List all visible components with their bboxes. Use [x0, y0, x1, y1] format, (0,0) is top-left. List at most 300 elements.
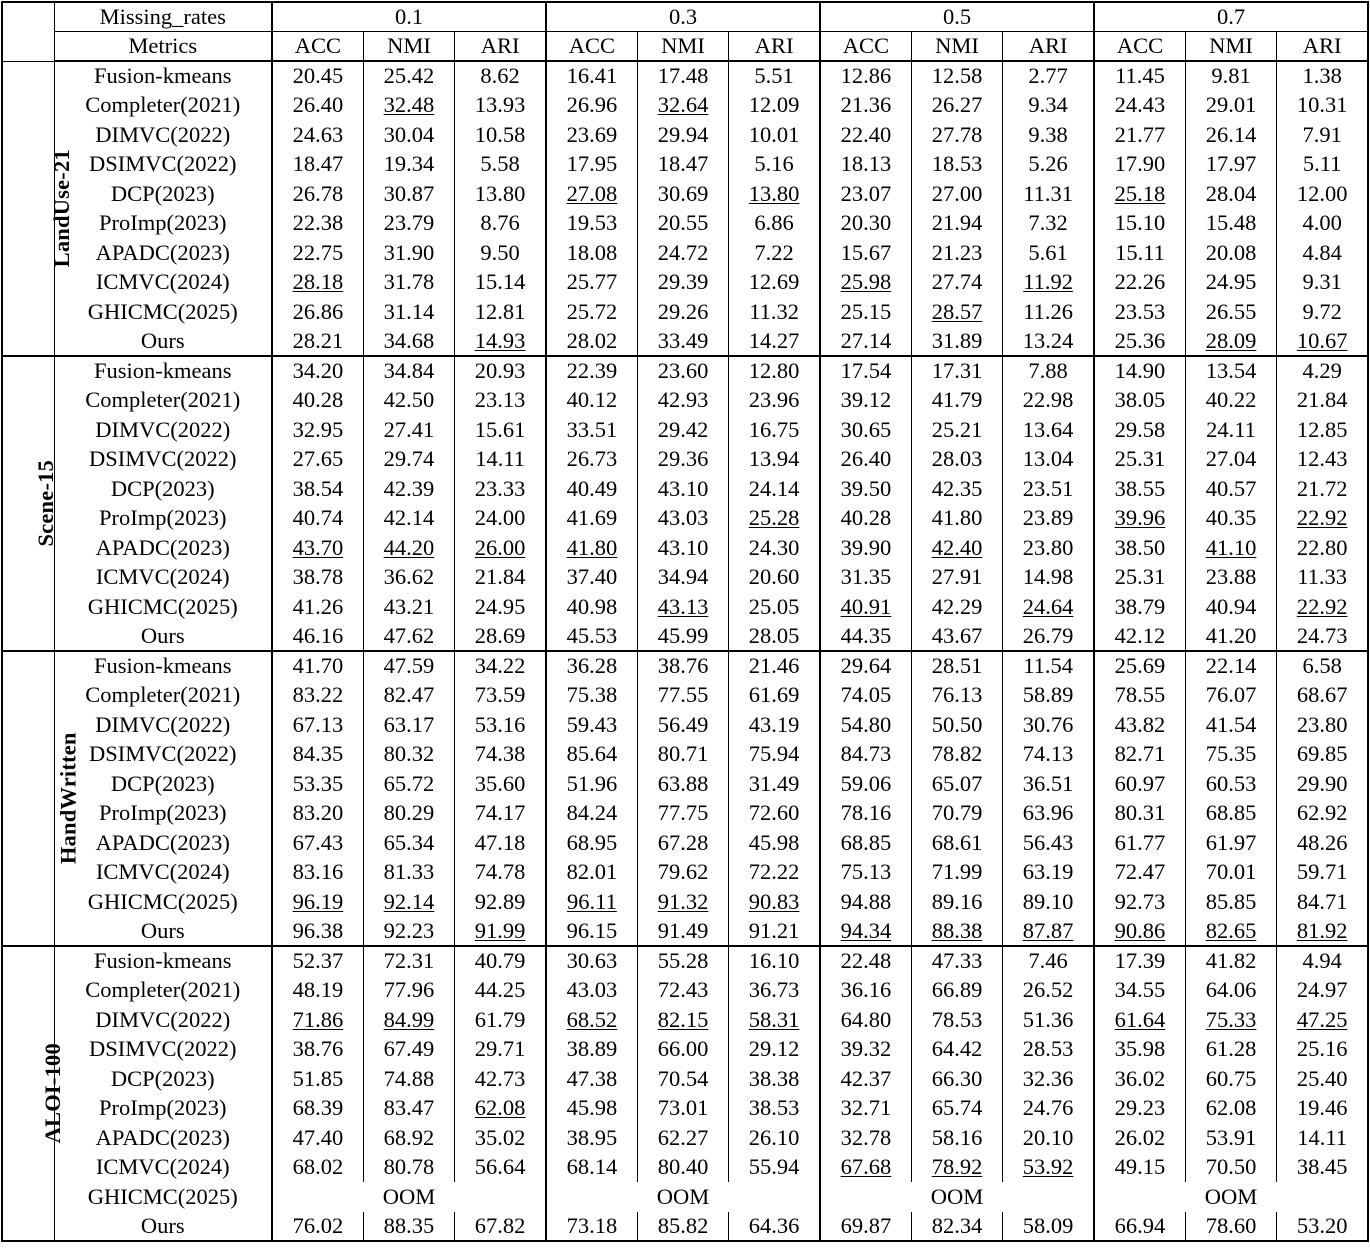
value-scene-15-0.3-acc: 40.98 — [546, 592, 637, 622]
value-handwritten-0.7-acc: 60.97 — [1094, 769, 1185, 799]
value-aloi-100-0.3-nmi: 72.43 — [637, 976, 728, 1006]
method-name-cell: DCP(2023) — [54, 179, 272, 209]
header-row-metrics — [2, 32, 1368, 62]
value-scene-15-0.7-nmi: 40.35 — [1185, 504, 1276, 534]
results-table — [1, 1, 1369, 1242]
value-landuse-21-0.7-ari: 7.91 — [1277, 120, 1368, 150]
value-aloi-100-0.3-nmi: 70.54 — [637, 1064, 728, 1094]
value-handwritten-0.7-nmi: 75.35 — [1185, 740, 1276, 770]
value-landuse-21-0.5-nmi: 21.23 — [911, 238, 1002, 268]
value-handwritten-0.1-acc: 67.43 — [272, 828, 363, 858]
value-scene-15-0.5-ari: 13.64 — [1003, 415, 1094, 445]
value-landuse-21-0.1-acc: 26.40 — [272, 91, 363, 121]
method-name-cell: Ours — [54, 327, 272, 357]
value-landuse-21-0.3-ari: 13.80 — [729, 179, 820, 209]
value-landuse-21-0.1-ari: 13.80 — [455, 179, 546, 209]
value-scene-15-0.7-nmi: 27.04 — [1185, 445, 1276, 475]
value-handwritten-0.3-acc: 51.96 — [546, 769, 637, 799]
value-scene-15-0.1-ari: 23.33 — [455, 474, 546, 504]
value-scene-15-0.5-nmi: 42.40 — [911, 533, 1002, 563]
metric-header-0.7-nmi: NMI — [1185, 32, 1276, 62]
value-aloi-100-0.7-acc: 29.23 — [1094, 1094, 1185, 1124]
value-handwritten-0.7-nmi: 76.07 — [1185, 681, 1276, 711]
value-scene-15-0.7-ari: 12.85 — [1277, 415, 1368, 445]
method-name-cell: Completer(2021) — [54, 91, 272, 121]
table-row — [2, 622, 1368, 652]
value-scene-15-0.3-nmi: 43.10 — [637, 474, 728, 504]
value-aloi-100-0.7-ari: 4.94 — [1277, 946, 1368, 976]
value-handwritten-0.3-ari: 72.22 — [729, 858, 820, 888]
value-handwritten-0.5-acc: 94.34 — [820, 917, 911, 947]
value-aloi-100-0.3-acc: 38.89 — [546, 1035, 637, 1065]
value-aloi-100-0.1-acc: 68.02 — [272, 1153, 363, 1183]
value-scene-15-0.3-ari: 16.75 — [729, 415, 820, 445]
value-landuse-21-0.1-ari: 5.58 — [455, 150, 546, 180]
value-landuse-21-0.3-ari: 11.32 — [729, 297, 820, 327]
value-landuse-21-0.5-ari: 2.77 — [1003, 61, 1094, 91]
oom-cell-0.3: OOM — [546, 1182, 820, 1212]
value-landuse-21-0.5-ari: 9.34 — [1003, 91, 1094, 121]
value-scene-15-0.1-nmi: 43.21 — [363, 592, 454, 622]
value-landuse-21-0.7-ari: 4.84 — [1277, 238, 1368, 268]
value-landuse-21-0.3-ari: 5.16 — [729, 150, 820, 180]
value-aloi-100-0.3-ari: 26.10 — [729, 1123, 820, 1153]
value-aloi-100-0.1-nmi: 67.49 — [363, 1035, 454, 1065]
value-handwritten-0.3-acc: 96.11 — [546, 887, 637, 917]
value-scene-15-0.7-nmi: 41.10 — [1185, 533, 1276, 563]
table-header — [2, 2, 1368, 61]
table-row — [2, 946, 1368, 976]
method-name-cell: GHICMC(2025) — [54, 1182, 272, 1212]
value-scene-15-0.5-ari: 23.51 — [1003, 474, 1094, 504]
value-aloi-100-0.5-ari: 24.76 — [1003, 1094, 1094, 1124]
value-landuse-21-0.5-nmi: 18.53 — [911, 150, 1002, 180]
method-name-cell: DSIMVC(2022) — [54, 1035, 272, 1065]
value-handwritten-0.1-ari: 47.18 — [455, 828, 546, 858]
value-scene-15-0.1-ari: 23.13 — [455, 386, 546, 416]
value-scene-15-0.7-acc: 42.12 — [1094, 622, 1185, 652]
value-landuse-21-0.1-acc: 18.47 — [272, 150, 363, 180]
table-row — [2, 1094, 1368, 1124]
value-landuse-21-0.3-ari: 5.51 — [729, 61, 820, 91]
value-handwritten-0.3-ari: 61.69 — [729, 681, 820, 711]
value-landuse-21-0.7-nmi: 28.09 — [1185, 327, 1276, 357]
value-aloi-100-0.3-nmi: 62.27 — [637, 1123, 728, 1153]
method-name-cell: Ours — [54, 1212, 272, 1242]
table-row — [2, 120, 1368, 150]
value-handwritten-0.1-nmi: 65.72 — [363, 769, 454, 799]
value-landuse-21-0.1-nmi: 30.87 — [363, 179, 454, 209]
value-aloi-100-0.3-ari: 16.10 — [729, 946, 820, 976]
value-landuse-21-0.7-nmi: 20.08 — [1185, 238, 1276, 268]
value-landuse-21-0.7-ari: 9.72 — [1277, 297, 1368, 327]
method-name-cell: Completer(2021) — [54, 681, 272, 711]
method-name-cell: DSIMVC(2022) — [54, 150, 272, 180]
value-scene-15-0.5-nmi: 42.35 — [911, 474, 1002, 504]
value-landuse-21-0.3-nmi: 17.48 — [637, 61, 728, 91]
value-landuse-21-0.7-ari: 1.38 — [1277, 61, 1368, 91]
value-scene-15-0.5-acc: 40.91 — [820, 592, 911, 622]
value-scene-15-0.1-acc: 40.74 — [272, 504, 363, 534]
value-aloi-100-0.7-nmi: 64.06 — [1185, 976, 1276, 1006]
value-handwritten-0.7-nmi: 68.85 — [1185, 799, 1276, 829]
value-landuse-21-0.7-ari: 12.00 — [1277, 179, 1368, 209]
value-scene-15-0.7-nmi: 24.11 — [1185, 415, 1276, 445]
value-landuse-21-0.7-nmi: 29.01 — [1185, 91, 1276, 121]
value-handwritten-0.7-ari: 68.67 — [1277, 681, 1368, 711]
value-landuse-21-0.7-ari: 9.31 — [1277, 268, 1368, 298]
value-scene-15-0.3-ari: 24.14 — [729, 474, 820, 504]
value-landuse-21-0.1-nmi: 19.34 — [363, 150, 454, 180]
value-handwritten-0.7-acc: 61.77 — [1094, 828, 1185, 858]
value-landuse-21-0.5-ari: 11.26 — [1003, 297, 1094, 327]
dataset-label-text: HandWritten — [55, 732, 81, 865]
value-landuse-21-0.7-nmi: 9.81 — [1185, 61, 1276, 91]
value-handwritten-0.1-ari: 53.16 — [455, 710, 546, 740]
value-handwritten-0.3-nmi: 63.88 — [637, 769, 728, 799]
value-aloi-100-0.5-nmi: 82.34 — [911, 1212, 1002, 1242]
value-handwritten-0.5-nmi: 76.13 — [911, 681, 1002, 711]
value-scene-15-0.7-nmi: 40.94 — [1185, 592, 1276, 622]
value-aloi-100-0.5-acc: 69.87 — [820, 1212, 911, 1242]
value-landuse-21-0.1-ari: 12.81 — [455, 297, 546, 327]
value-aloi-100-0.5-acc: 67.68 — [820, 1153, 911, 1183]
value-landuse-21-0.1-nmi: 32.48 — [363, 91, 454, 121]
value-aloi-100-0.5-acc: 32.71 — [820, 1094, 911, 1124]
value-aloi-100-0.3-ari: 29.12 — [729, 1035, 820, 1065]
method-name-cell: GHICMC(2025) — [54, 592, 272, 622]
value-scene-15-0.3-nmi: 29.36 — [637, 445, 728, 475]
value-handwritten-0.1-nmi: 63.17 — [363, 710, 454, 740]
value-aloi-100-0.5-ari: 53.92 — [1003, 1153, 1094, 1183]
value-scene-15-0.7-nmi: 40.57 — [1185, 474, 1276, 504]
value-landuse-21-0.3-acc: 25.77 — [546, 268, 637, 298]
value-scene-15-0.5-nmi: 41.80 — [911, 504, 1002, 534]
value-handwritten-0.1-nmi: 65.34 — [363, 828, 454, 858]
table-row — [2, 179, 1368, 209]
value-landuse-21-0.7-acc: 24.43 — [1094, 91, 1185, 121]
missing-rate-group-0.3: 0.3 — [546, 2, 820, 32]
value-handwritten-0.7-nmi: 70.01 — [1185, 858, 1276, 888]
value-aloi-100-0.7-ari: 24.97 — [1277, 976, 1368, 1006]
method-name-cell: Ours — [54, 622, 272, 652]
value-scene-15-0.5-acc: 39.90 — [820, 533, 911, 563]
table-row — [2, 209, 1368, 239]
value-aloi-100-0.7-acc: 26.02 — [1094, 1123, 1185, 1153]
value-scene-15-0.5-acc: 40.28 — [820, 504, 911, 534]
metric-header-0.5-nmi: NMI — [911, 32, 1002, 62]
value-scene-15-0.3-nmi: 43.03 — [637, 504, 728, 534]
value-scene-15-0.5-ari: 24.64 — [1003, 592, 1094, 622]
value-scene-15-0.3-acc: 26.73 — [546, 445, 637, 475]
metric-header-0.1-nmi: NMI — [363, 32, 454, 62]
value-handwritten-0.1-ari: 74.78 — [455, 858, 546, 888]
value-scene-15-0.1-acc: 27.65 — [272, 445, 363, 475]
value-aloi-100-0.7-nmi: 78.60 — [1185, 1212, 1276, 1242]
value-aloi-100-0.7-nmi: 75.33 — [1185, 1005, 1276, 1035]
value-landuse-21-0.3-ari: 12.09 — [729, 91, 820, 121]
value-scene-15-0.3-nmi: 45.99 — [637, 622, 728, 652]
value-handwritten-0.1-acc: 96.19 — [272, 887, 363, 917]
header-row-missing-rates — [2, 2, 1368, 32]
value-landuse-21-0.3-nmi: 18.47 — [637, 150, 728, 180]
value-landuse-21-0.5-acc: 23.07 — [820, 179, 911, 209]
value-handwritten-0.3-ari: 21.46 — [729, 651, 820, 681]
value-handwritten-0.3-nmi: 80.71 — [637, 740, 728, 770]
value-handwritten-0.7-ari: 81.92 — [1277, 917, 1368, 947]
metric-header-0.5-ari: ARI — [1003, 32, 1094, 62]
value-scene-15-0.1-nmi: 34.84 — [363, 356, 454, 386]
value-aloi-100-0.5-nmi: 58.16 — [911, 1123, 1002, 1153]
value-landuse-21-0.5-acc: 22.40 — [820, 120, 911, 150]
value-scene-15-0.3-acc: 40.49 — [546, 474, 637, 504]
value-scene-15-0.1-nmi: 27.41 — [363, 415, 454, 445]
table-row — [2, 268, 1368, 298]
value-landuse-21-0.7-acc: 23.53 — [1094, 297, 1185, 327]
value-aloi-100-0.3-nmi: 82.15 — [637, 1005, 728, 1035]
value-scene-15-0.1-acc: 32.95 — [272, 415, 363, 445]
value-aloi-100-0.3-nmi: 80.40 — [637, 1153, 728, 1183]
value-landuse-21-0.5-ari: 5.26 — [1003, 150, 1094, 180]
missing-rates-label: Missing_rates — [54, 2, 272, 32]
table-row — [2, 681, 1368, 711]
value-scene-15-0.1-nmi: 29.74 — [363, 445, 454, 475]
value-handwritten-0.7-ari: 29.90 — [1277, 769, 1368, 799]
value-handwritten-0.7-ari: 62.92 — [1277, 799, 1368, 829]
table-row — [2, 356, 1368, 386]
value-scene-15-0.7-acc: 38.50 — [1094, 533, 1185, 563]
value-aloi-100-0.3-acc: 38.95 — [546, 1123, 637, 1153]
value-aloi-100-0.1-ari: 62.08 — [455, 1094, 546, 1124]
value-landuse-21-0.1-acc: 26.86 — [272, 297, 363, 327]
value-landuse-21-0.3-acc: 26.96 — [546, 91, 637, 121]
table-row — [2, 917, 1368, 947]
value-landuse-21-0.1-acc: 28.21 — [272, 327, 363, 357]
value-scene-15-0.3-acc: 22.39 — [546, 356, 637, 386]
value-aloi-100-0.7-nmi: 53.91 — [1185, 1123, 1276, 1153]
value-handwritten-0.5-acc: 75.13 — [820, 858, 911, 888]
value-handwritten-0.1-acc: 83.20 — [272, 799, 363, 829]
value-landuse-21-0.3-acc: 23.69 — [546, 120, 637, 150]
value-handwritten-0.7-acc: 92.73 — [1094, 887, 1185, 917]
value-scene-15-0.7-nmi: 23.88 — [1185, 563, 1276, 593]
value-aloi-100-0.5-nmi: 47.33 — [911, 946, 1002, 976]
value-scene-15-0.5-nmi: 28.03 — [911, 445, 1002, 475]
value-handwritten-0.7-acc: 25.69 — [1094, 651, 1185, 681]
value-aloi-100-0.3-acc: 68.52 — [546, 1005, 637, 1035]
value-scene-15-0.1-ari: 24.00 — [455, 504, 546, 534]
value-aloi-100-0.7-nmi: 70.50 — [1185, 1153, 1276, 1183]
value-landuse-21-0.7-ari: 4.00 — [1277, 209, 1368, 239]
value-aloi-100-0.1-acc: 51.85 — [272, 1064, 363, 1094]
oom-cell-0.7: OOM — [1094, 1182, 1368, 1212]
table-row — [2, 828, 1368, 858]
value-handwritten-0.7-ari: 69.85 — [1277, 740, 1368, 770]
value-landuse-21-0.3-ari: 12.69 — [729, 268, 820, 298]
value-scene-15-0.7-acc: 29.58 — [1094, 415, 1185, 445]
value-aloi-100-0.3-acc: 45.98 — [546, 1094, 637, 1124]
table-row — [2, 474, 1368, 504]
value-scene-15-0.1-nmi: 42.50 — [363, 386, 454, 416]
method-name-cell: GHICMC(2025) — [54, 887, 272, 917]
value-scene-15-0.5-nmi: 25.21 — [911, 415, 1002, 445]
value-landuse-21-0.3-nmi: 20.55 — [637, 209, 728, 239]
value-landuse-21-0.1-nmi: 23.79 — [363, 209, 454, 239]
value-handwritten-0.5-ari: 11.54 — [1003, 651, 1094, 681]
value-scene-15-0.7-ari: 11.33 — [1277, 563, 1368, 593]
value-handwritten-0.7-acc: 80.31 — [1094, 799, 1185, 829]
method-name-cell: GHICMC(2025) — [54, 297, 272, 327]
value-scene-15-0.5-nmi: 42.29 — [911, 592, 1002, 622]
value-aloi-100-0.1-nmi: 68.92 — [363, 1123, 454, 1153]
method-name-cell: DCP(2023) — [54, 474, 272, 504]
value-scene-15-0.1-ari: 24.95 — [455, 592, 546, 622]
value-handwritten-0.1-acc: 83.22 — [272, 681, 363, 711]
value-scene-15-0.3-ari: 28.05 — [729, 622, 820, 652]
value-aloi-100-0.5-acc: 32.78 — [820, 1123, 911, 1153]
value-landuse-21-0.7-nmi: 28.04 — [1185, 179, 1276, 209]
value-scene-15-0.3-nmi: 42.93 — [637, 386, 728, 416]
value-aloi-100-0.3-acc: 47.38 — [546, 1064, 637, 1094]
value-aloi-100-0.5-ari: 20.10 — [1003, 1123, 1094, 1153]
value-landuse-21-0.5-nmi: 26.27 — [911, 91, 1002, 121]
value-scene-15-0.3-ari: 12.80 — [729, 356, 820, 386]
method-name-cell: DIMVC(2022) — [54, 415, 272, 445]
table-row — [2, 769, 1368, 799]
value-scene-15-0.1-nmi: 42.14 — [363, 504, 454, 534]
value-aloi-100-0.3-acc: 30.63 — [546, 946, 637, 976]
value-landuse-21-0.1-nmi: 30.04 — [363, 120, 454, 150]
value-handwritten-0.5-acc: 84.73 — [820, 740, 911, 770]
value-aloi-100-0.7-acc: 35.98 — [1094, 1035, 1185, 1065]
value-scene-15-0.5-acc: 44.35 — [820, 622, 911, 652]
value-aloi-100-0.1-acc: 47.40 — [272, 1123, 363, 1153]
value-landuse-21-0.3-ari: 14.27 — [729, 327, 820, 357]
value-scene-15-0.7-ari: 22.92 — [1277, 504, 1368, 534]
value-landuse-21-0.5-nmi: 31.89 — [911, 327, 1002, 357]
value-handwritten-0.3-nmi: 38.76 — [637, 651, 728, 681]
value-scene-15-0.1-nmi: 44.20 — [363, 533, 454, 563]
value-aloi-100-0.7-acc: 49.15 — [1094, 1153, 1185, 1183]
value-aloi-100-0.7-acc: 66.94 — [1094, 1212, 1185, 1242]
value-scene-15-0.3-acc: 41.80 — [546, 533, 637, 563]
value-handwritten-0.1-nmi: 92.14 — [363, 887, 454, 917]
value-landuse-21-0.7-nmi: 26.55 — [1185, 297, 1276, 327]
value-scene-15-0.7-nmi: 13.54 — [1185, 356, 1276, 386]
metric-header-0.5-acc: ACC — [820, 32, 911, 62]
value-aloi-100-0.5-acc: 22.48 — [820, 946, 911, 976]
value-aloi-100-0.7-acc: 36.02 — [1094, 1064, 1185, 1094]
table-row — [2, 1035, 1368, 1065]
value-landuse-21-0.7-acc: 21.77 — [1094, 120, 1185, 150]
value-aloi-100-0.3-acc: 68.14 — [546, 1153, 637, 1183]
value-aloi-100-0.1-ari: 56.64 — [455, 1153, 546, 1183]
value-scene-15-0.3-ari: 13.94 — [729, 445, 820, 475]
value-handwritten-0.3-acc: 75.38 — [546, 681, 637, 711]
value-scene-15-0.5-ari: 13.04 — [1003, 445, 1094, 475]
value-handwritten-0.5-nmi: 68.61 — [911, 828, 1002, 858]
value-aloi-100-0.1-ari: 42.73 — [455, 1064, 546, 1094]
dataset-label-aloi-100 — [2, 946, 65, 1241]
table-row — [2, 297, 1368, 327]
value-handwritten-0.3-ari: 45.98 — [729, 828, 820, 858]
table-row — [2, 533, 1368, 563]
dataset-label-text: LandUse-21 — [48, 149, 74, 268]
value-handwritten-0.1-nmi: 82.47 — [363, 681, 454, 711]
value-handwritten-0.3-ari: 43.19 — [729, 710, 820, 740]
value-landuse-21-0.5-acc: 12.86 — [820, 61, 911, 91]
value-aloi-100-0.1-ari: 35.02 — [455, 1123, 546, 1153]
value-landuse-21-0.5-acc: 18.13 — [820, 150, 911, 180]
value-aloi-100-0.3-ari: 38.38 — [729, 1064, 820, 1094]
value-aloi-100-0.3-ari: 36.73 — [729, 976, 820, 1006]
value-landuse-21-0.5-nmi: 12.58 — [911, 61, 1002, 91]
value-handwritten-0.5-nmi: 28.51 — [911, 651, 1002, 681]
value-aloi-100-0.7-nmi: 60.75 — [1185, 1064, 1276, 1094]
value-scene-15-0.7-acc: 39.96 — [1094, 504, 1185, 534]
value-landuse-21-0.1-acc: 20.45 — [272, 61, 363, 91]
value-scene-15-0.1-acc: 46.16 — [272, 622, 363, 652]
value-scene-15-0.7-ari: 22.80 — [1277, 533, 1368, 563]
value-handwritten-0.7-acc: 72.47 — [1094, 858, 1185, 888]
missing-rate-group-0.5: 0.5 — [820, 2, 1094, 32]
value-aloi-100-0.7-ari: 47.25 — [1277, 1005, 1368, 1035]
value-scene-15-0.1-ari: 21.84 — [455, 563, 546, 593]
method-name-cell: ProImp(2023) — [54, 209, 272, 239]
value-scene-15-0.5-nmi: 27.91 — [911, 563, 1002, 593]
value-landuse-21-0.7-acc: 25.36 — [1094, 327, 1185, 357]
table-row — [2, 1182, 1368, 1212]
value-scene-15-0.1-acc: 38.78 — [272, 563, 363, 593]
value-aloi-100-0.5-ari: 51.36 — [1003, 1005, 1094, 1035]
value-scene-15-0.5-nmi: 41.79 — [911, 386, 1002, 416]
table-row — [2, 238, 1368, 268]
value-handwritten-0.1-acc: 84.35 — [272, 740, 363, 770]
value-landuse-21-0.1-acc: 28.18 — [272, 268, 363, 298]
value-handwritten-0.7-nmi: 61.97 — [1185, 828, 1276, 858]
value-handwritten-0.1-nmi: 80.29 — [363, 799, 454, 829]
value-aloi-100-0.7-ari: 19.46 — [1277, 1094, 1368, 1124]
value-handwritten-0.5-acc: 74.05 — [820, 681, 911, 711]
value-handwritten-0.5-acc: 68.85 — [820, 828, 911, 858]
value-landuse-21-0.7-ari: 10.31 — [1277, 91, 1368, 121]
value-handwritten-0.5-nmi: 65.07 — [911, 769, 1002, 799]
value-handwritten-0.3-ari: 75.94 — [729, 740, 820, 770]
value-aloi-100-0.3-ari: 58.31 — [729, 1005, 820, 1035]
table-row — [2, 740, 1368, 770]
value-aloi-100-0.7-ari: 25.40 — [1277, 1064, 1368, 1094]
value-landuse-21-0.7-ari: 10.67 — [1277, 327, 1368, 357]
value-scene-15-0.1-ari: 28.69 — [455, 622, 546, 652]
value-aloi-100-0.5-acc: 39.32 — [820, 1035, 911, 1065]
table-row — [2, 887, 1368, 917]
value-aloi-100-0.1-ari: 67.82 — [455, 1212, 546, 1242]
value-aloi-100-0.5-nmi: 65.74 — [911, 1094, 1002, 1124]
value-landuse-21-0.5-ari: 9.38 — [1003, 120, 1094, 150]
value-landuse-21-0.3-nmi: 24.72 — [637, 238, 728, 268]
value-handwritten-0.7-ari: 59.71 — [1277, 858, 1368, 888]
value-handwritten-0.3-acc: 59.43 — [546, 710, 637, 740]
value-landuse-21-0.1-ari: 10.58 — [455, 120, 546, 150]
value-landuse-21-0.5-ari: 5.61 — [1003, 238, 1094, 268]
value-aloi-100-0.1-nmi: 83.47 — [363, 1094, 454, 1124]
method-name-cell: ICMVC(2024) — [54, 563, 272, 593]
method-name-cell: ICMVC(2024) — [54, 268, 272, 298]
value-handwritten-0.3-ari: 72.60 — [729, 799, 820, 829]
value-landuse-21-0.7-nmi: 15.48 — [1185, 209, 1276, 239]
value-landuse-21-0.5-nmi: 21.94 — [911, 209, 1002, 239]
value-landuse-21-0.7-acc: 17.90 — [1094, 150, 1185, 180]
